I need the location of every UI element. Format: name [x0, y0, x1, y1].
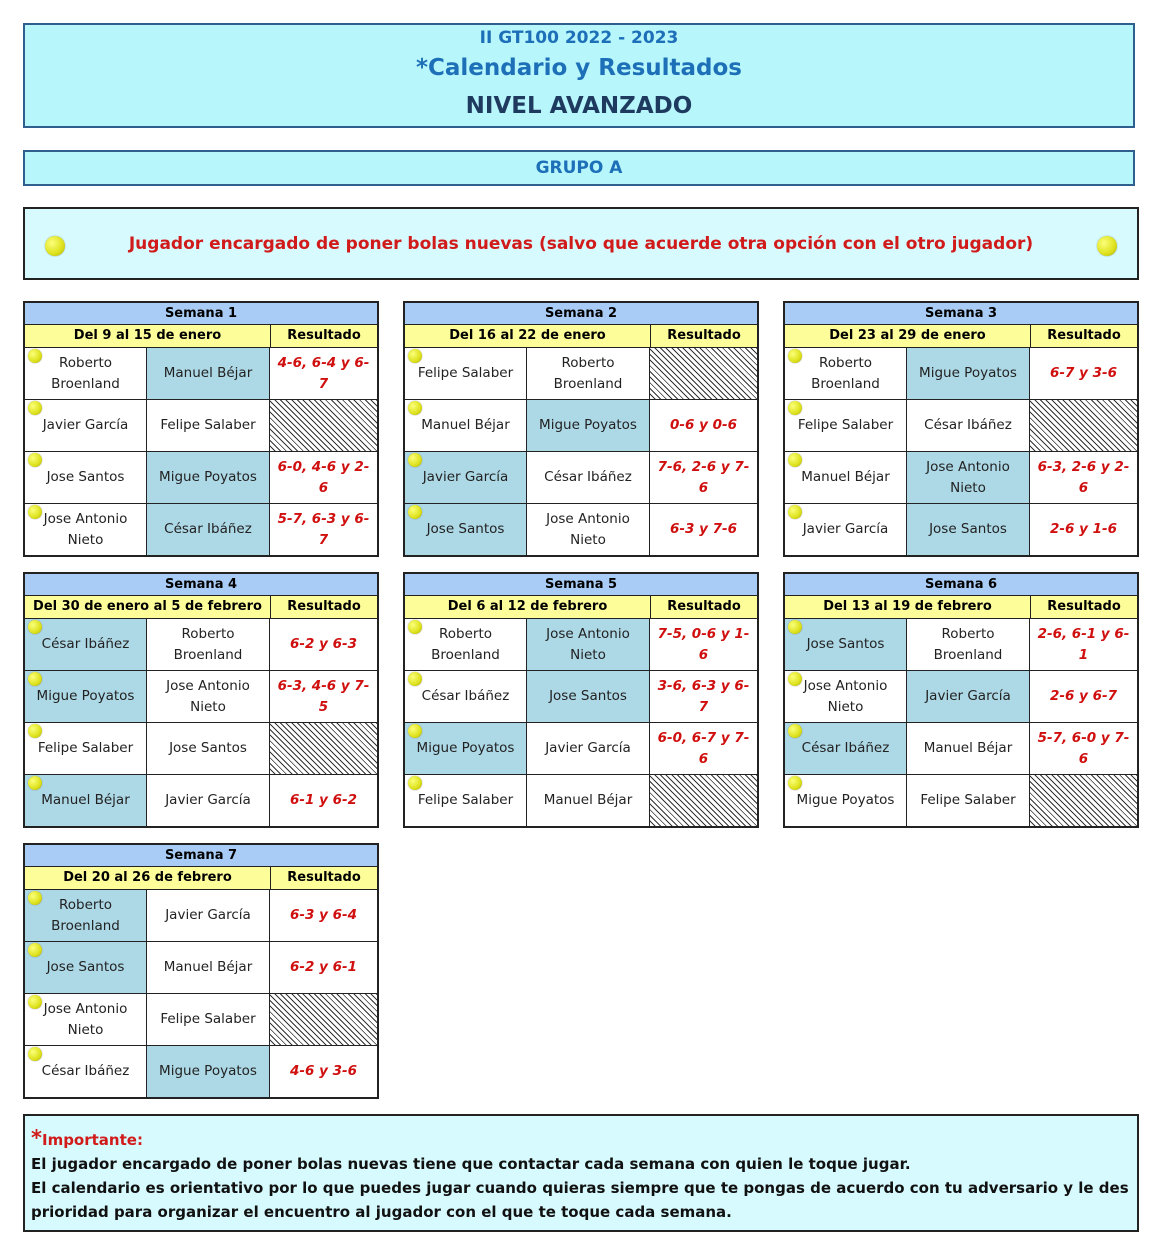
player-home [25, 348, 147, 399]
player-away [147, 400, 270, 451]
tennis-ball-icon [1097, 236, 1117, 256]
player-home-name: Jose Santos [46, 959, 125, 975]
player-home [25, 400, 147, 451]
match-result: 6-7 y 3-6 [1050, 365, 1117, 381]
week-subheader [25, 867, 377, 890]
tennis-ball-icon [28, 505, 42, 519]
player-home-name: Jose Santos [46, 469, 125, 485]
week-title: Semana 2 [405, 303, 757, 325]
tennis-ball-icon [788, 620, 802, 634]
player-home [785, 775, 907, 826]
player-away-name: Migue Poyatos [539, 417, 637, 433]
match-row [785, 348, 1137, 399]
player-away-name: Manuel Béjar [923, 740, 1013, 756]
player-home [25, 452, 147, 503]
tennis-ball-icon [28, 995, 42, 1009]
player-home [25, 619, 147, 670]
match-row [405, 774, 757, 826]
match-row [25, 348, 377, 399]
player-home-name: César Ibáñez [801, 740, 890, 756]
tennis-ball-icon [408, 672, 422, 686]
player-home-name: Manuel Béjar [41, 792, 130, 808]
player-home [785, 619, 907, 670]
week-title: Semana 1 [25, 303, 377, 325]
week-title: Semana 4 [25, 574, 377, 596]
match-result: 6-0, 6-7 y 7-6 [657, 729, 750, 767]
player-away-name: Jose Santos [169, 740, 247, 756]
match-result: 4-6, 6-4 y 6-7 [277, 354, 370, 392]
tennis-ball-icon [28, 943, 42, 957]
week-dates: Del 13 al 19 de febrero [785, 596, 1031, 618]
tennis-ball-icon [28, 724, 42, 738]
tennis-ball-icon [28, 349, 42, 363]
important-line-1: El jugador encargado de poner bolas nuevas tiene que contactar cada semana con quien le toque jugar. [31, 1155, 911, 1173]
player-home-name: Javier García [422, 469, 509, 485]
player-home [25, 890, 147, 941]
match-result: 4-6 y 3-6 [290, 1063, 357, 1079]
player-home [25, 942, 147, 993]
player-away-name: Jose Antonio Nieto [926, 458, 1010, 496]
player-home-name: Javier García [802, 521, 889, 537]
week-table [403, 301, 759, 557]
player-home-name: Migue Poyatos [416, 740, 515, 756]
tennis-ball-icon [408, 776, 422, 790]
result-header: Resultado [1047, 599, 1121, 614]
player-away-name: Javier García [165, 907, 251, 923]
match-result: 7-5, 0-6 y 1-6 [657, 625, 750, 663]
result-header: Resultado [287, 870, 361, 885]
tennis-ball-icon [408, 349, 422, 363]
ball-note-text: Jugador encargado de poner bolas nuevas (salvo que acuerde otra opción con el otro jugador) [128, 233, 1034, 254]
match-result: 6-2 y 6-1 [290, 959, 357, 975]
player-away-name: Roberto Broenland [553, 354, 623, 392]
result-header: Resultado [667, 599, 741, 614]
player-away [147, 942, 270, 993]
match-row [25, 451, 377, 503]
match-row [785, 451, 1137, 503]
tennis-ball-icon [788, 776, 802, 790]
player-away-name: César Ibáñez [544, 469, 632, 485]
important-line-2: El calendario es orientativo por lo que puedes jugar cuando quieras siempre que te pongas de acuerdo con tu adversario y le des prioridad para organizar el encuentro al jugador con el que te toque cada semana. [31, 1179, 1129, 1221]
important-notice [23, 1114, 1139, 1232]
player-away [147, 348, 270, 399]
week-dates: Del 6 al 12 de febrero [405, 596, 651, 618]
week-subheader [785, 596, 1137, 619]
tennis-ball-icon [28, 776, 42, 790]
player-home [785, 400, 907, 451]
match-row [405, 399, 757, 451]
week-title: Semana 6 [785, 574, 1137, 596]
week-title: Semana 5 [405, 574, 757, 596]
match-row [405, 670, 757, 722]
result-header: Resultado [667, 328, 741, 343]
player-away [527, 775, 650, 826]
match-row [25, 890, 377, 941]
player-home-name: Migue Poyatos [796, 792, 895, 808]
player-home-name: Manuel Béjar [421, 417, 510, 433]
player-away-name: Felipe Salaber [160, 1011, 256, 1027]
player-home-name: Roberto Broenland [811, 354, 880, 392]
match-row [785, 619, 1137, 670]
player-home [405, 504, 527, 555]
player-home-name: Felipe Salaber [417, 792, 514, 808]
tennis-ball-icon [788, 349, 802, 363]
player-away-name: Migue Poyatos [159, 1063, 257, 1079]
player-home [25, 994, 147, 1045]
player-away-name: Roberto Broenland [933, 625, 1003, 663]
week-dates: Del 9 al 15 de enero [25, 325, 271, 347]
player-home-name: Roberto Broenland [51, 896, 120, 934]
player-home-name: Felipe Salaber [37, 740, 134, 756]
player-home-name: Felipe Salaber [797, 417, 894, 433]
player-home [25, 1046, 147, 1097]
player-away [907, 504, 1030, 555]
tennis-ball-icon [28, 453, 42, 467]
player-away-name: Javier García [925, 688, 1011, 704]
player-home [25, 775, 147, 826]
player-away-name: Migue Poyatos [159, 469, 257, 485]
player-away [907, 775, 1030, 826]
match-result: 6-3, 2-6 y 2-6 [1037, 458, 1130, 496]
match-row [405, 503, 757, 555]
player-away-name: César Ibáñez [924, 417, 1012, 433]
player-home [785, 452, 907, 503]
tennis-ball-icon [28, 1047, 42, 1061]
player-away [147, 1046, 270, 1097]
match-result [270, 723, 377, 774]
week-title: Semana 3 [785, 303, 1137, 325]
player-away [907, 619, 1030, 670]
player-away-name: Felipe Salaber [160, 417, 256, 433]
match-result: 6-3 y 7-6 [670, 521, 737, 537]
match-result [650, 348, 757, 399]
player-home [405, 723, 527, 774]
match-result: 6-0, 4-6 y 2-6 [277, 458, 370, 496]
week-dates: Del 20 al 26 de febrero [25, 867, 271, 889]
group-title: GRUPO A [23, 150, 1135, 186]
match-row [25, 941, 377, 993]
week-table [23, 843, 379, 1099]
tennis-ball-icon [788, 453, 802, 467]
match-result: 2-6, 6-1 y 6-1 [1037, 625, 1130, 663]
match-row [25, 774, 377, 826]
match-row [785, 722, 1137, 774]
tennis-ball-icon [408, 401, 422, 415]
match-result [1030, 400, 1137, 451]
player-home-name: César Ibáñez [41, 1063, 130, 1079]
player-home-name: Jose Antonio Nieto [803, 677, 888, 715]
player-home-name: Jose Santos [806, 636, 885, 652]
week-subheader [405, 596, 757, 619]
player-away-name: Felipe Salaber [920, 792, 1016, 808]
match-row [25, 670, 377, 722]
player-away [147, 890, 270, 941]
match-result: 6-2 y 6-3 [290, 636, 357, 652]
player-home [405, 619, 527, 670]
player-away-name: Manuel Béjar [543, 792, 633, 808]
player-home-name: Roberto Broenland [51, 354, 120, 392]
player-home [405, 348, 527, 399]
player-home-name: Roberto Broenland [431, 625, 500, 663]
level-title: NIVEL AVANZADO [23, 86, 1135, 128]
result-header: Resultado [287, 599, 361, 614]
player-home-name: Jose Antonio Nieto [43, 1000, 128, 1038]
player-home [785, 504, 907, 555]
player-away-name: Roberto Broenland [173, 625, 243, 663]
player-home [405, 671, 527, 722]
player-away [527, 504, 650, 555]
player-away [527, 452, 650, 503]
match-result: 2-6 y 1-6 [1050, 521, 1117, 537]
match-row [785, 774, 1137, 826]
week-table [783, 572, 1139, 828]
player-away-name: Manuel Béjar [163, 365, 253, 381]
match-result [270, 994, 377, 1045]
player-away [147, 504, 270, 555]
player-away-name: Jose Santos [549, 688, 627, 704]
player-away-name: Jose Antonio Nieto [166, 677, 250, 715]
match-result [1030, 775, 1137, 826]
tennis-ball-icon [788, 401, 802, 415]
week-title: Semana 7 [25, 845, 377, 867]
player-home [25, 671, 147, 722]
important-star: * [31, 1126, 42, 1150]
player-away-name: César Ibáñez [164, 521, 252, 537]
player-away [907, 348, 1030, 399]
match-row [25, 503, 377, 555]
match-result: 5-7, 6-0 y 7-6 [1037, 729, 1130, 767]
tennis-ball-icon [45, 236, 65, 256]
player-away [147, 619, 270, 670]
match-row [405, 722, 757, 774]
player-home-name: Migue Poyatos [36, 688, 135, 704]
player-away [527, 619, 650, 670]
player-away [527, 671, 650, 722]
match-row [405, 619, 757, 670]
tennis-ball-icon [788, 724, 802, 738]
tennis-ball-icon [408, 505, 422, 519]
result-header: Resultado [287, 328, 361, 343]
match-row [25, 993, 377, 1045]
match-row [25, 619, 377, 670]
match-result [650, 775, 757, 826]
player-home-name: Javier García [42, 417, 129, 433]
player-away [527, 400, 650, 451]
player-home [785, 671, 907, 722]
player-away [147, 671, 270, 722]
week-table [783, 301, 1139, 557]
player-away-name: Migue Poyatos [919, 365, 1017, 381]
player-away-name: Jose Antonio Nieto [546, 625, 630, 663]
player-home-name: César Ibáñez [421, 688, 510, 704]
match-result: 0-6 y 0-6 [670, 417, 737, 433]
player-away [147, 994, 270, 1045]
week-subheader [25, 325, 377, 348]
player-home [405, 775, 527, 826]
result-header: Resultado [1047, 328, 1121, 343]
player-away [527, 348, 650, 399]
match-result [270, 400, 377, 451]
tennis-ball-icon [788, 505, 802, 519]
week-dates: Del 23 al 29 de enero [785, 325, 1031, 347]
match-row [785, 399, 1137, 451]
match-result: 2-6 y 6-7 [1050, 688, 1117, 704]
match-result: 6-3, 4-6 y 7-5 [277, 677, 370, 715]
ball-note-banner [23, 207, 1139, 280]
player-away [147, 723, 270, 774]
player-home [405, 400, 527, 451]
tennis-ball-icon [28, 891, 42, 905]
tennis-ball-icon [28, 401, 42, 415]
player-away-name: Javier García [165, 792, 251, 808]
player-away [907, 723, 1030, 774]
match-row [405, 348, 757, 399]
match-row [405, 451, 757, 503]
week-subheader [25, 596, 377, 619]
match-row [25, 399, 377, 451]
player-away-name: Javier García [545, 740, 631, 756]
week-subheader [785, 325, 1137, 348]
league-title: II GT100 2022 - 2023 [23, 23, 1135, 52]
player-home-name: Manuel Béjar [801, 469, 890, 485]
week-table [23, 301, 379, 557]
player-home [785, 723, 907, 774]
calendar-title: *Calendario y Resultados [23, 50, 1135, 88]
match-result: 5-7, 6-3 y 6-7 [277, 510, 370, 548]
match-row [25, 722, 377, 774]
player-home [25, 723, 147, 774]
tennis-ball-icon [408, 724, 422, 738]
match-row [785, 670, 1137, 722]
tennis-ball-icon [788, 672, 802, 686]
match-result: 6-1 y 6-2 [290, 792, 357, 808]
match-result: 3-6, 6-3 y 6-7 [657, 677, 750, 715]
player-home-name: Jose Santos [426, 521, 505, 537]
tennis-ball-icon [28, 672, 42, 686]
match-result: 6-3 y 6-4 [290, 907, 357, 923]
player-away [907, 452, 1030, 503]
week-subheader [405, 325, 757, 348]
player-home [405, 452, 527, 503]
tennis-ball-icon [28, 620, 42, 634]
match-result: 7-6, 2-6 y 7-6 [657, 458, 750, 496]
player-away [907, 671, 1030, 722]
player-away [147, 775, 270, 826]
week-table [23, 572, 379, 828]
player-home-name: Felipe Salaber [417, 365, 514, 381]
player-away [907, 400, 1030, 451]
player-home [25, 504, 147, 555]
player-away-name: Jose Santos [929, 521, 1007, 537]
week-dates: Del 30 de enero al 5 de febrero [25, 596, 271, 618]
player-home-name: César Ibáñez [41, 636, 130, 652]
player-away-name: Jose Antonio Nieto [546, 510, 630, 548]
player-home [785, 348, 907, 399]
player-away [147, 452, 270, 503]
player-away [527, 723, 650, 774]
player-home-name: Jose Antonio Nieto [43, 510, 128, 548]
match-row [25, 1045, 377, 1097]
week-dates: Del 16 al 22 de enero [405, 325, 651, 347]
week-table [403, 572, 759, 828]
important-title: Importante: [41, 1131, 143, 1149]
tennis-ball-icon [408, 620, 422, 634]
player-away-name: Manuel Béjar [163, 959, 253, 975]
tennis-ball-icon [408, 453, 422, 467]
match-row [785, 503, 1137, 555]
